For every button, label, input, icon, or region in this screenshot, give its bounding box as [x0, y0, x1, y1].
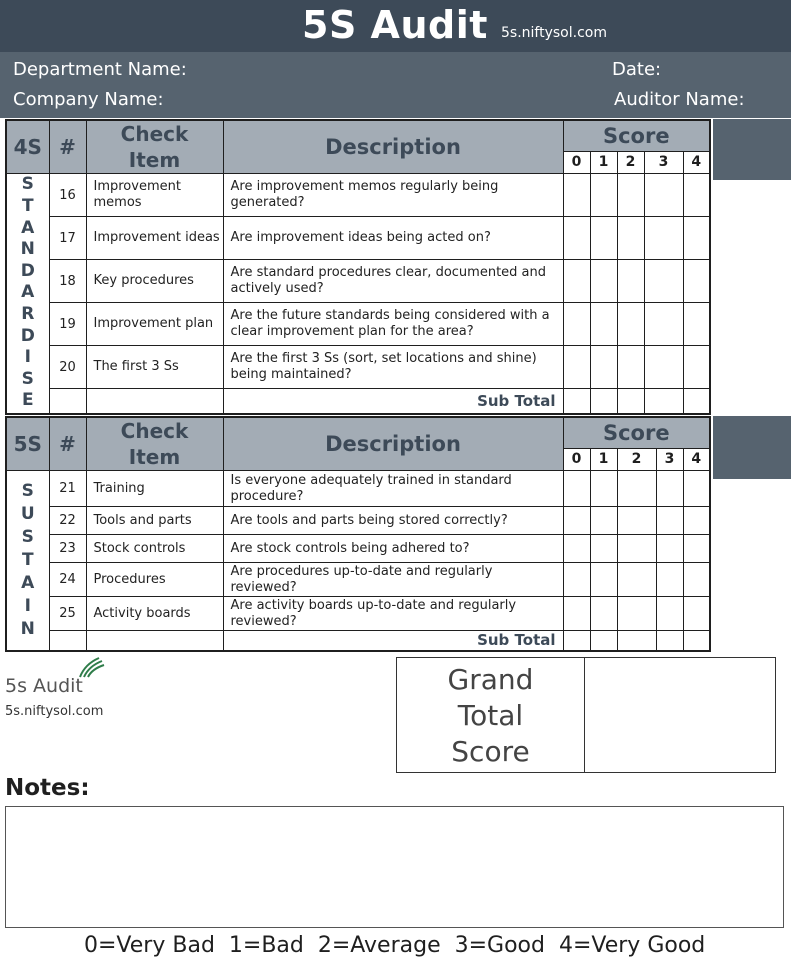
- section-name-letter: I: [24, 595, 31, 616]
- row-number: 23: [49, 535, 86, 563]
- table-row: [6, 346, 710, 389]
- score-value-header: 4: [683, 151, 710, 173]
- score-cell[interactable]: [683, 597, 710, 631]
- score-cell[interactable]: [563, 303, 590, 346]
- subtotal-cell[interactable]: [563, 389, 590, 414]
- score-cell[interactable]: [617, 217, 644, 260]
- subtotal-cell[interactable]: [590, 389, 617, 414]
- score-cell[interactable]: [563, 471, 590, 507]
- score-cell[interactable]: [563, 260, 590, 303]
- company-name-label[interactable]: Company Name:: [13, 89, 164, 110]
- section-name-letter: A: [21, 572, 35, 593]
- score-header: Score: [563, 120, 710, 151]
- row-number: 16: [49, 174, 86, 217]
- score-cell[interactable]: [590, 507, 617, 535]
- subtotal-cell[interactable]: [590, 631, 617, 651]
- section-name-letter: R: [21, 304, 35, 325]
- score-value-header: 3: [644, 151, 683, 173]
- table-row: [6, 597, 710, 631]
- score-cell[interactable]: [563, 535, 590, 563]
- row-number: 20: [49, 346, 86, 389]
- check-item: Key procedures: [86, 260, 223, 303]
- section-vertical-label: [6, 174, 49, 414]
- subtotal-row: [6, 631, 710, 651]
- subtotal-cell[interactable]: [683, 389, 710, 414]
- section-name-letter: S: [21, 368, 34, 389]
- title-bar: [0, 0, 791, 52]
- score-cell[interactable]: [563, 507, 590, 535]
- row-number: 17: [49, 217, 86, 260]
- score-cell[interactable]: [617, 535, 656, 563]
- section-name-letter: A: [21, 217, 35, 238]
- score-cell[interactable]: [644, 174, 683, 217]
- logo-site: 5s.niftysol.com: [5, 704, 104, 719]
- row-number: 18: [49, 260, 86, 303]
- row-description: Are the future standards being considered with a clear improvement plan for the area?: [223, 303, 563, 346]
- score-value-header: 0: [563, 448, 590, 470]
- score-cell[interactable]: [563, 597, 590, 631]
- check-item: Stock controls: [86, 535, 223, 563]
- notes-label: Notes:: [5, 775, 90, 801]
- section-name-letter: A: [21, 282, 35, 303]
- score-cell[interactable]: [683, 535, 710, 563]
- check-item: The first 3 Ss: [86, 346, 223, 389]
- section-name-letter: N: [20, 618, 35, 639]
- score-cell[interactable]: [644, 260, 683, 303]
- score-cell[interactable]: [644, 346, 683, 389]
- sustain-table: [5, 416, 711, 652]
- row-number: 24: [49, 563, 86, 597]
- check-item: Procedures: [86, 563, 223, 597]
- score-value-header: 0: [563, 151, 590, 173]
- check-item: Activity boards: [86, 597, 223, 631]
- check-item: Improvement ideas: [86, 217, 223, 260]
- section-name-letter: T: [21, 196, 34, 217]
- score-cell[interactable]: [590, 303, 617, 346]
- score-legend: 0=Very Bad 1=Bad 2=Average 3=Good 4=Very Good: [84, 933, 706, 958]
- score-cell[interactable]: [590, 217, 617, 260]
- score-value-header: 2: [617, 448, 656, 470]
- score-cell[interactable]: [683, 260, 710, 303]
- subtotal-cell[interactable]: [563, 631, 590, 651]
- score-value-header: 2: [617, 151, 644, 173]
- subtotal-cell[interactable]: [617, 389, 644, 414]
- row-description: Are standard procedures clear, documented and actively used?: [223, 260, 563, 303]
- score-cell[interactable]: [563, 174, 590, 217]
- leaf-icon: [77, 656, 105, 678]
- score-cell[interactable]: [590, 597, 617, 631]
- score-cell[interactable]: [590, 174, 617, 217]
- blank-cell: [49, 631, 86, 651]
- row-description: Are stock controls being adhered to?: [223, 535, 563, 563]
- table-row: [6, 563, 710, 597]
- row-description: Is everyone adequately trained in standard procedure?: [223, 471, 563, 507]
- grand-total-line: Grand: [447, 663, 534, 696]
- section-name-letter: D: [20, 325, 35, 346]
- section-name-letter: E: [21, 390, 34, 411]
- score-cell[interactable]: [617, 563, 656, 597]
- check-item-header-line: Check: [120, 419, 189, 443]
- section-name: [7, 174, 49, 412]
- check-item: Improvement memos: [86, 174, 223, 217]
- section-name-letter: I: [24, 347, 31, 368]
- num-header: #: [49, 417, 86, 471]
- auditor-name-label[interactable]: Auditor Name:: [614, 89, 745, 110]
- check-item: Training: [86, 471, 223, 507]
- score-cell[interactable]: [563, 217, 590, 260]
- table-row: [6, 303, 710, 346]
- check-item: Tools and parts: [86, 507, 223, 535]
- table-row: [6, 471, 710, 507]
- table-row: [6, 217, 710, 260]
- score-cell[interactable]: [617, 174, 644, 217]
- subtotal-cell[interactable]: [644, 389, 683, 414]
- score-cell[interactable]: [683, 346, 710, 389]
- grand-total-line: Total: [457, 699, 524, 732]
- table-row: [6, 260, 710, 303]
- notes-box[interactable]: [5, 806, 784, 928]
- score-cell[interactable]: [617, 303, 644, 346]
- score-cell[interactable]: [683, 303, 710, 346]
- score-cell[interactable]: [617, 471, 656, 507]
- table-row: [6, 507, 710, 535]
- subtotal-cell[interactable]: [617, 631, 656, 651]
- check-item: Improvement plan: [86, 303, 223, 346]
- section-code: 4S: [6, 120, 49, 174]
- row-number: 22: [49, 507, 86, 535]
- side-score-box: [713, 119, 791, 180]
- score-cell[interactable]: [683, 471, 710, 507]
- standardise-table: [5, 119, 711, 415]
- row-number: 21: [49, 471, 86, 507]
- row-description: Are the first 3 Ss (sort, set locations and shine) being maintained?: [223, 346, 563, 389]
- score-cell[interactable]: [563, 563, 590, 597]
- section-name-letter: T: [21, 549, 34, 570]
- score-cell[interactable]: [563, 346, 590, 389]
- row-number: 25: [49, 597, 86, 631]
- section-vertical-label: [6, 471, 49, 651]
- page-title: 5S Audit: [302, 3, 488, 47]
- score-header: Score: [563, 417, 710, 448]
- side-score-box: [713, 416, 791, 479]
- date-label[interactable]: Date:: [612, 59, 662, 80]
- section-name-letter: U: [20, 503, 35, 524]
- section-name-letter: S: [21, 174, 34, 195]
- subtotal-label: Sub Total: [223, 631, 563, 651]
- section-name-letter: S: [21, 526, 34, 547]
- check-item-header-line: Item: [128, 148, 181, 172]
- score-cell[interactable]: [683, 174, 710, 217]
- description-header: Description: [223, 120, 563, 174]
- check-item-header-line: Check: [120, 122, 189, 146]
- subtotal-cell[interactable]: [683, 631, 710, 651]
- department-name-label[interactable]: Department Name:: [13, 59, 187, 80]
- blank-cell: [49, 389, 86, 414]
- check-item-header: [86, 120, 223, 174]
- score-cell[interactable]: [656, 597, 683, 631]
- check-item-header: [86, 417, 223, 471]
- grand-total-line: Score: [451, 735, 530, 768]
- blank-cell: [86, 389, 223, 414]
- row-description: Are activity boards up-to-date and regularly reviewed?: [223, 597, 563, 631]
- row-description: Are improvement ideas being acted on?: [223, 217, 563, 260]
- score-cell[interactable]: [683, 563, 710, 597]
- score-cell[interactable]: [617, 597, 656, 631]
- blank-cell: [86, 631, 223, 651]
- description-header: Description: [223, 417, 563, 471]
- score-cell[interactable]: [656, 535, 683, 563]
- score-cell[interactable]: [683, 217, 710, 260]
- score-cell[interactable]: [656, 563, 683, 597]
- score-cell[interactable]: [617, 260, 644, 303]
- score-cell[interactable]: [590, 535, 617, 563]
- grand-total-label: [397, 658, 585, 772]
- section-name-letter: N: [20, 239, 35, 260]
- section-code: 5S: [6, 417, 49, 471]
- subtotal-label: Sub Total: [223, 389, 563, 414]
- row-description: Are improvement memos regularly being generated?: [223, 174, 563, 217]
- score-cell[interactable]: [644, 217, 683, 260]
- score-value-header: 3: [656, 448, 683, 470]
- score-cell[interactable]: [590, 563, 617, 597]
- section-name: [7, 480, 49, 641]
- subtotal-cell[interactable]: [656, 631, 683, 651]
- section-name-letter: D: [20, 260, 35, 281]
- score-value-header: 1: [590, 448, 617, 470]
- row-description: Are procedures up-to-date and regularly reviewed?: [223, 563, 563, 597]
- score-cell[interactable]: [656, 471, 683, 507]
- title-site: 5s.niftysol.com: [501, 25, 607, 41]
- info-header: [0, 52, 791, 118]
- score-cell[interactable]: [617, 507, 656, 535]
- check-item-header-line: Item: [128, 445, 181, 469]
- table-row: [6, 535, 710, 563]
- score-value-header: 1: [590, 151, 617, 173]
- score-cell[interactable]: [683, 507, 710, 535]
- section-name-letter: S: [21, 480, 34, 501]
- num-header: #: [49, 120, 86, 174]
- score-cell[interactable]: [590, 260, 617, 303]
- score-cell[interactable]: [644, 303, 683, 346]
- grand-total-value-cell[interactable]: [585, 658, 775, 772]
- subtotal-row: [6, 389, 710, 414]
- row-number: 19: [49, 303, 86, 346]
- score-cell[interactable]: [590, 471, 617, 507]
- grand-total-box: [396, 657, 776, 773]
- row-description: Are tools and parts being stored correctly?: [223, 507, 563, 535]
- score-value-header: 4: [683, 448, 710, 470]
- score-cell[interactable]: [656, 507, 683, 535]
- logo-text: 5s Audit: [5, 675, 83, 697]
- score-cell[interactable]: [590, 346, 617, 389]
- score-cell[interactable]: [617, 346, 644, 389]
- table-row: [6, 174, 710, 217]
